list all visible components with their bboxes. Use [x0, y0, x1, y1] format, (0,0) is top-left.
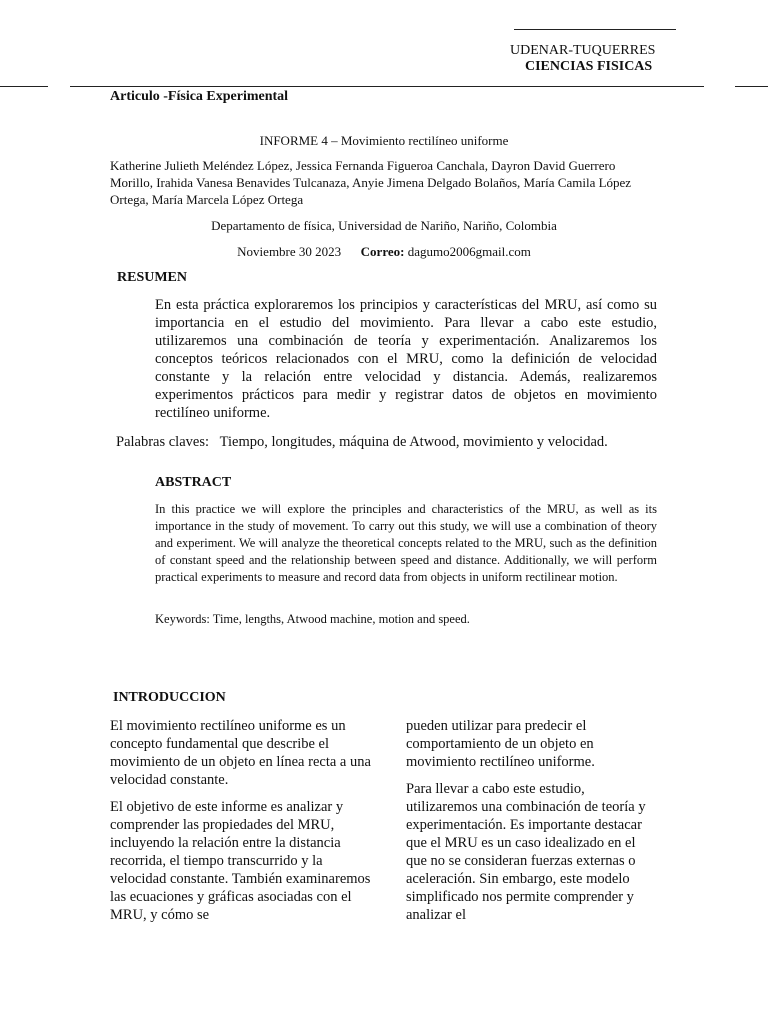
keywords-line: [116, 434, 608, 451]
introduccion-heading: INTRODUCCION: [113, 690, 226, 705]
affiliation: Departamento de física, Universidad de Nariño, Nariño, Colombia: [211, 218, 557, 233]
resumen-text: En esta práctica exploraremos los principios y características del MRU, así como su importancia en el estudio del movimiento. Para llevar a cabo este estudio, utilizaremos una combinación de teoría y experimentación. Analizaremos los conceptos teóricos relacionados con el MRU, como la definición de velocidad constante y la relación entre velocidad y distancia. Además, realizaremos experimentos prácticos para medir y registrar datos de objetos en movimiento rectilíneo uniforme.: [155, 297, 657, 421]
header-bottom-rule-left: [0, 86, 48, 87]
intro-right-column: [406, 717, 656, 924]
header-bottom-rule: [70, 86, 704, 87]
paper-title: INFORME 4 – Movimiento rectilíneo uniforme: [259, 133, 509, 148]
header-top-rule: [514, 29, 676, 30]
intro-right-paragraph: pueden utilizar para predecir el comportamiento de un objeto en movimiento rectilíneo uniforme.: [406, 718, 595, 770]
abstract-heading: ABSTRACT: [155, 475, 232, 490]
date: Noviembre 30 2023: [237, 244, 342, 259]
intro-left-column: [110, 717, 372, 924]
intro-left-paragraph: El movimiento rectilíneo uniforme es un concepto fundamental que describe el movimiento de un objeto en línea recta a una velocidad constante.: [110, 718, 371, 788]
abstract-text: In this practice we will explore the principles and characteristics of the MRU, as well as its importance in the study of movement. To carry out this study, we will use a combination of theory and experiment. We will analyze the theoretical concepts related to the MRU, such as the definition of constant speed and the relationship between speed and distance. Additionally, we will perform practical experiments to measure and record data from objects in uniform rectilinear motion.: [155, 502, 657, 584]
keywords-text: Tiempo, longitudes, máquina de Atwood, movimiento y velocidad.: [219, 434, 608, 450]
intro-left-paragraph: El objetivo de este informe es analizar y comprender las propiedades del MRU, incluyendo la relación entre la distancia recorrida, el tiempo transcurrido y la velocidad constante. También examinaremos las ecuaciones y gráficas asociadas con el MRU, y cómo se: [110, 799, 371, 923]
email-label: Correo:: [360, 244, 405, 259]
email: dagumo2006gmail.com: [407, 244, 531, 259]
keywords-label: Palabras claves:: [116, 434, 210, 450]
header-faculty: CIENCIAS FISICAS: [525, 59, 653, 74]
date-email-line: [110, 243, 658, 260]
intro-right-paragraph: Para llevar a cabo este estudio, utilizaremos una combinación de teoría y experimentación. Es importante destacar que el MRU es un caso idealizado en el que no se consideran fuerzas externas o aceleración. Sin embargo, este modelo simplificado nos permite comprender y analizar el: [406, 781, 646, 923]
article-label: Articulo -Física Experimental: [110, 89, 289, 104]
header-bottom-rule-right: [735, 86, 768, 87]
header-institution: UDENAR-TUQUERRES: [510, 43, 656, 58]
abstract-keywords: Keywords: Time, lengths, Atwood machine, motion and speed.: [155, 612, 470, 626]
author-list: Katherine Julieth Meléndez López, Jessica Fernanda Figueroa Canchala, Dayron David Guerrero Morillo, Irahida Vanesa Benavides Tulcanaza, Anyie Jimena Delgado Bolaños, María Camila López Ortega, María Marcela López Ortega: [110, 158, 632, 207]
resumen-heading: RESUMEN: [117, 270, 188, 285]
